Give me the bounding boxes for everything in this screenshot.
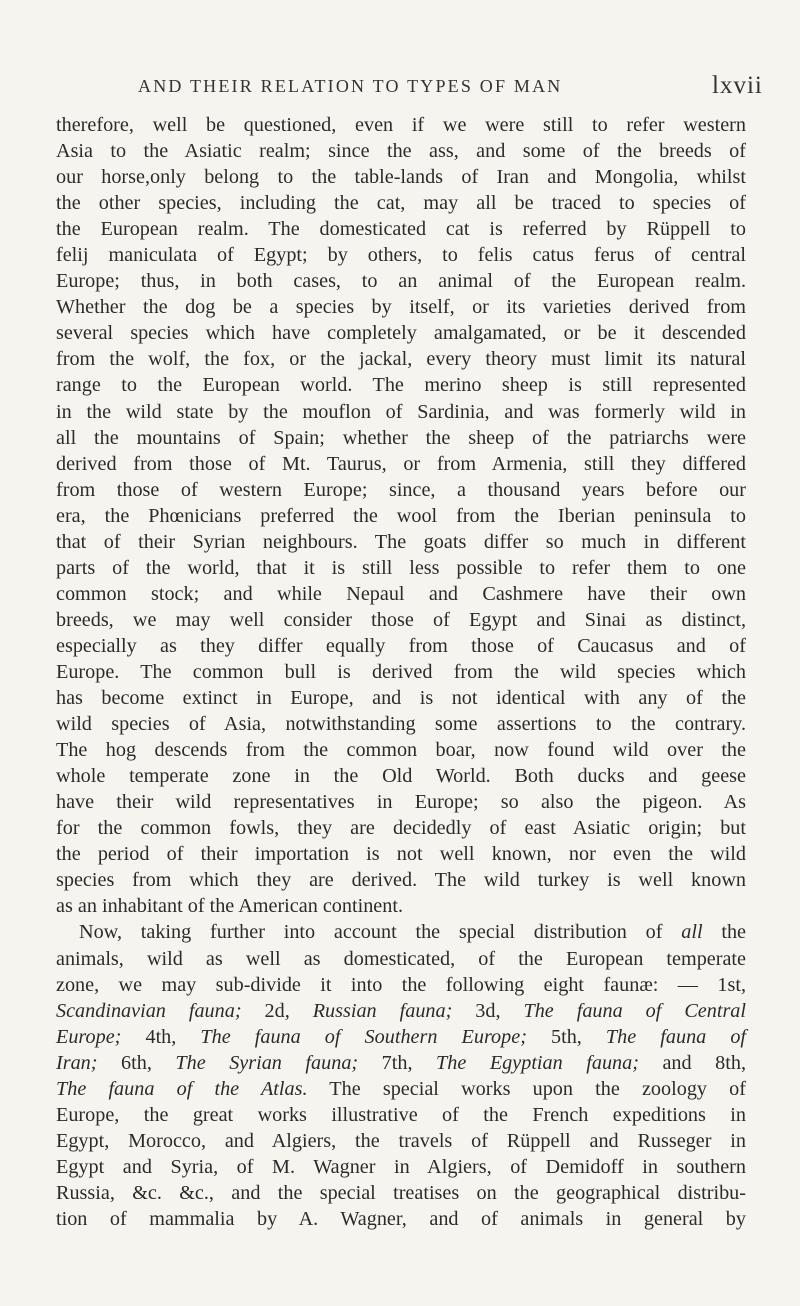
text-line: wild species of Asia, notwithstanding some assertions to the contrary. [56,713,746,736]
text-line: the period of their importation is not well known, nor even the wild [56,843,746,866]
text-line: whole temperate zone in the Old World. Both ducks and geese [56,765,746,788]
paragraph-2-cont [56,946,746,1233]
text-line: in the wild state by the mouflon of Sardinia, and was formerly wild in [56,400,746,423]
text-run: The special works upon the zoology of [307,1077,746,1100]
text-line: for the common fowls, they are decidedly of east Asiatic origin; but [56,817,746,840]
text-line: our horse,only belong to the table-lands of Iran and Mongolia, whilst [56,166,746,189]
text-line: common stock; and while Nepaul and Cashmere have their own [56,582,746,605]
italic-run: Iran; [56,1051,98,1074]
text-line: zone, we may sub-divide it into the following eight faunæ: — 1st, [56,973,746,996]
italic-run: Europe; [56,1025,122,1048]
text-line [56,1076,746,1102]
text-line [56,1050,746,1076]
running-head: AND THEIR RELATION TO TYPES OF MAN [138,76,563,96]
text-run: Now, taking further into account the special distribution of [79,921,663,944]
paragraph-1 [56,112,746,919]
text-line: animals, wild as well as domesticated, of the European temperate [56,947,746,970]
text-run: and 8th, [638,1051,746,1074]
italic-run: The fauna of Southern Europe; [200,1025,527,1048]
paragraph-2 [56,919,746,945]
text-run: 3d, [452,999,524,1022]
text-line: especially as they differ equally from those of Caucasus and of [56,634,746,657]
italic-run: Russian fauna; [312,999,453,1022]
text-line: feliј maniculata of Egypt; by others, to felis catus ferus of central [56,244,746,267]
text-line: Russia, &c. &c., and the special treatises on the geographical distribu- [56,1181,746,1204]
text-line: from the wolf, the fox, or the jackal, every theory must limit its natural [56,348,746,371]
text-line: the European realm. The domesticated cat is referred by Rüppell to [56,218,746,241]
text-line: parts of the world, that it is still less possible to refer them to one [56,556,746,579]
text-line: derived from those of Mt. Taurus, or from Armenia, still they differed [56,452,746,475]
text-line [56,1024,746,1050]
text-run: 2d, [241,999,313,1022]
body-text [56,112,746,1232]
italic-run: The fauna of the Atlas. [56,1077,308,1100]
italic-run: all [681,921,703,944]
text-line: several species which have completely amalgamated, or be it descended [56,322,746,345]
text-run: 4th, [121,1025,201,1048]
text-line: have their wild representatives in Europe; so also the pigeon. As [56,791,746,814]
text-line: tion of mammalia by A. Wagner, and of animals in general by [56,1207,746,1230]
text-run: the [721,921,747,944]
text-line: as an inhabitant of the American continent. [56,895,404,918]
text-line: breeds, we may well consider those of Egypt and Sinai as distinct, [56,608,746,631]
text-line: Europe, the great works illustrative of the French expeditions in [56,1103,746,1126]
text-line: Egypt and Syria, of M. Wagner in Algiers, of Demidoff in southern [56,1155,746,1178]
text-run: 5th, [526,1025,606,1048]
text-line: has become extinct in Europe, and is not identical with any of the [56,687,746,710]
text-line: range to the European world. The merino sheep is still represented [56,374,746,397]
italic-run: The Syrian fauna; [175,1051,359,1074]
text-line: Whether the dog be a species by itself, or its varieties derived from [56,296,746,319]
text-line: Egypt, Morocco, and Algiers, the travels of Rüppell and Russeger in [56,1129,746,1152]
text-line: The hog descends from the common boar, now found wild over the [56,739,746,762]
text-line: Europe; thus, in both cases, to an animal of the European realm. [56,270,746,293]
text-line [56,998,746,1024]
text-line: the other species, including the cat, may all be traced to species of [56,192,746,215]
text-line: that of their Syrian neighbours. The goats differ so much in different [56,530,746,553]
text-line: Asia to the Asiatic realm; since the ass, and some of the breeds of [56,140,746,163]
italic-run: The Egyptian fauna; [436,1051,639,1074]
text-line: therefore, well be questioned, even if we were still to refer western [56,114,746,136]
text-line [79,919,746,945]
text-line: Europe. The common bull is derived from the wild species which [56,660,746,683]
italic-run: The fauna of Central [523,999,747,1022]
text-run: 7th, [358,1051,437,1074]
italic-run: The fauna of [605,1025,747,1048]
text-line: all the mountains of Spain; whether the sheep of the patriarchs were [56,426,746,449]
text-run: 6th, [97,1051,176,1074]
text-line: species from which they are derived. The wild turkey is well known [56,869,746,892]
text-line: era, the Phœnicians preferred the wool from the Iberian peninsula to [56,504,746,527]
italic-run: Scandinavian fauna; [56,999,242,1022]
page-number: lxvii [712,72,763,99]
text-line: from those of western Europe; since, a thousand years before our [56,478,746,501]
